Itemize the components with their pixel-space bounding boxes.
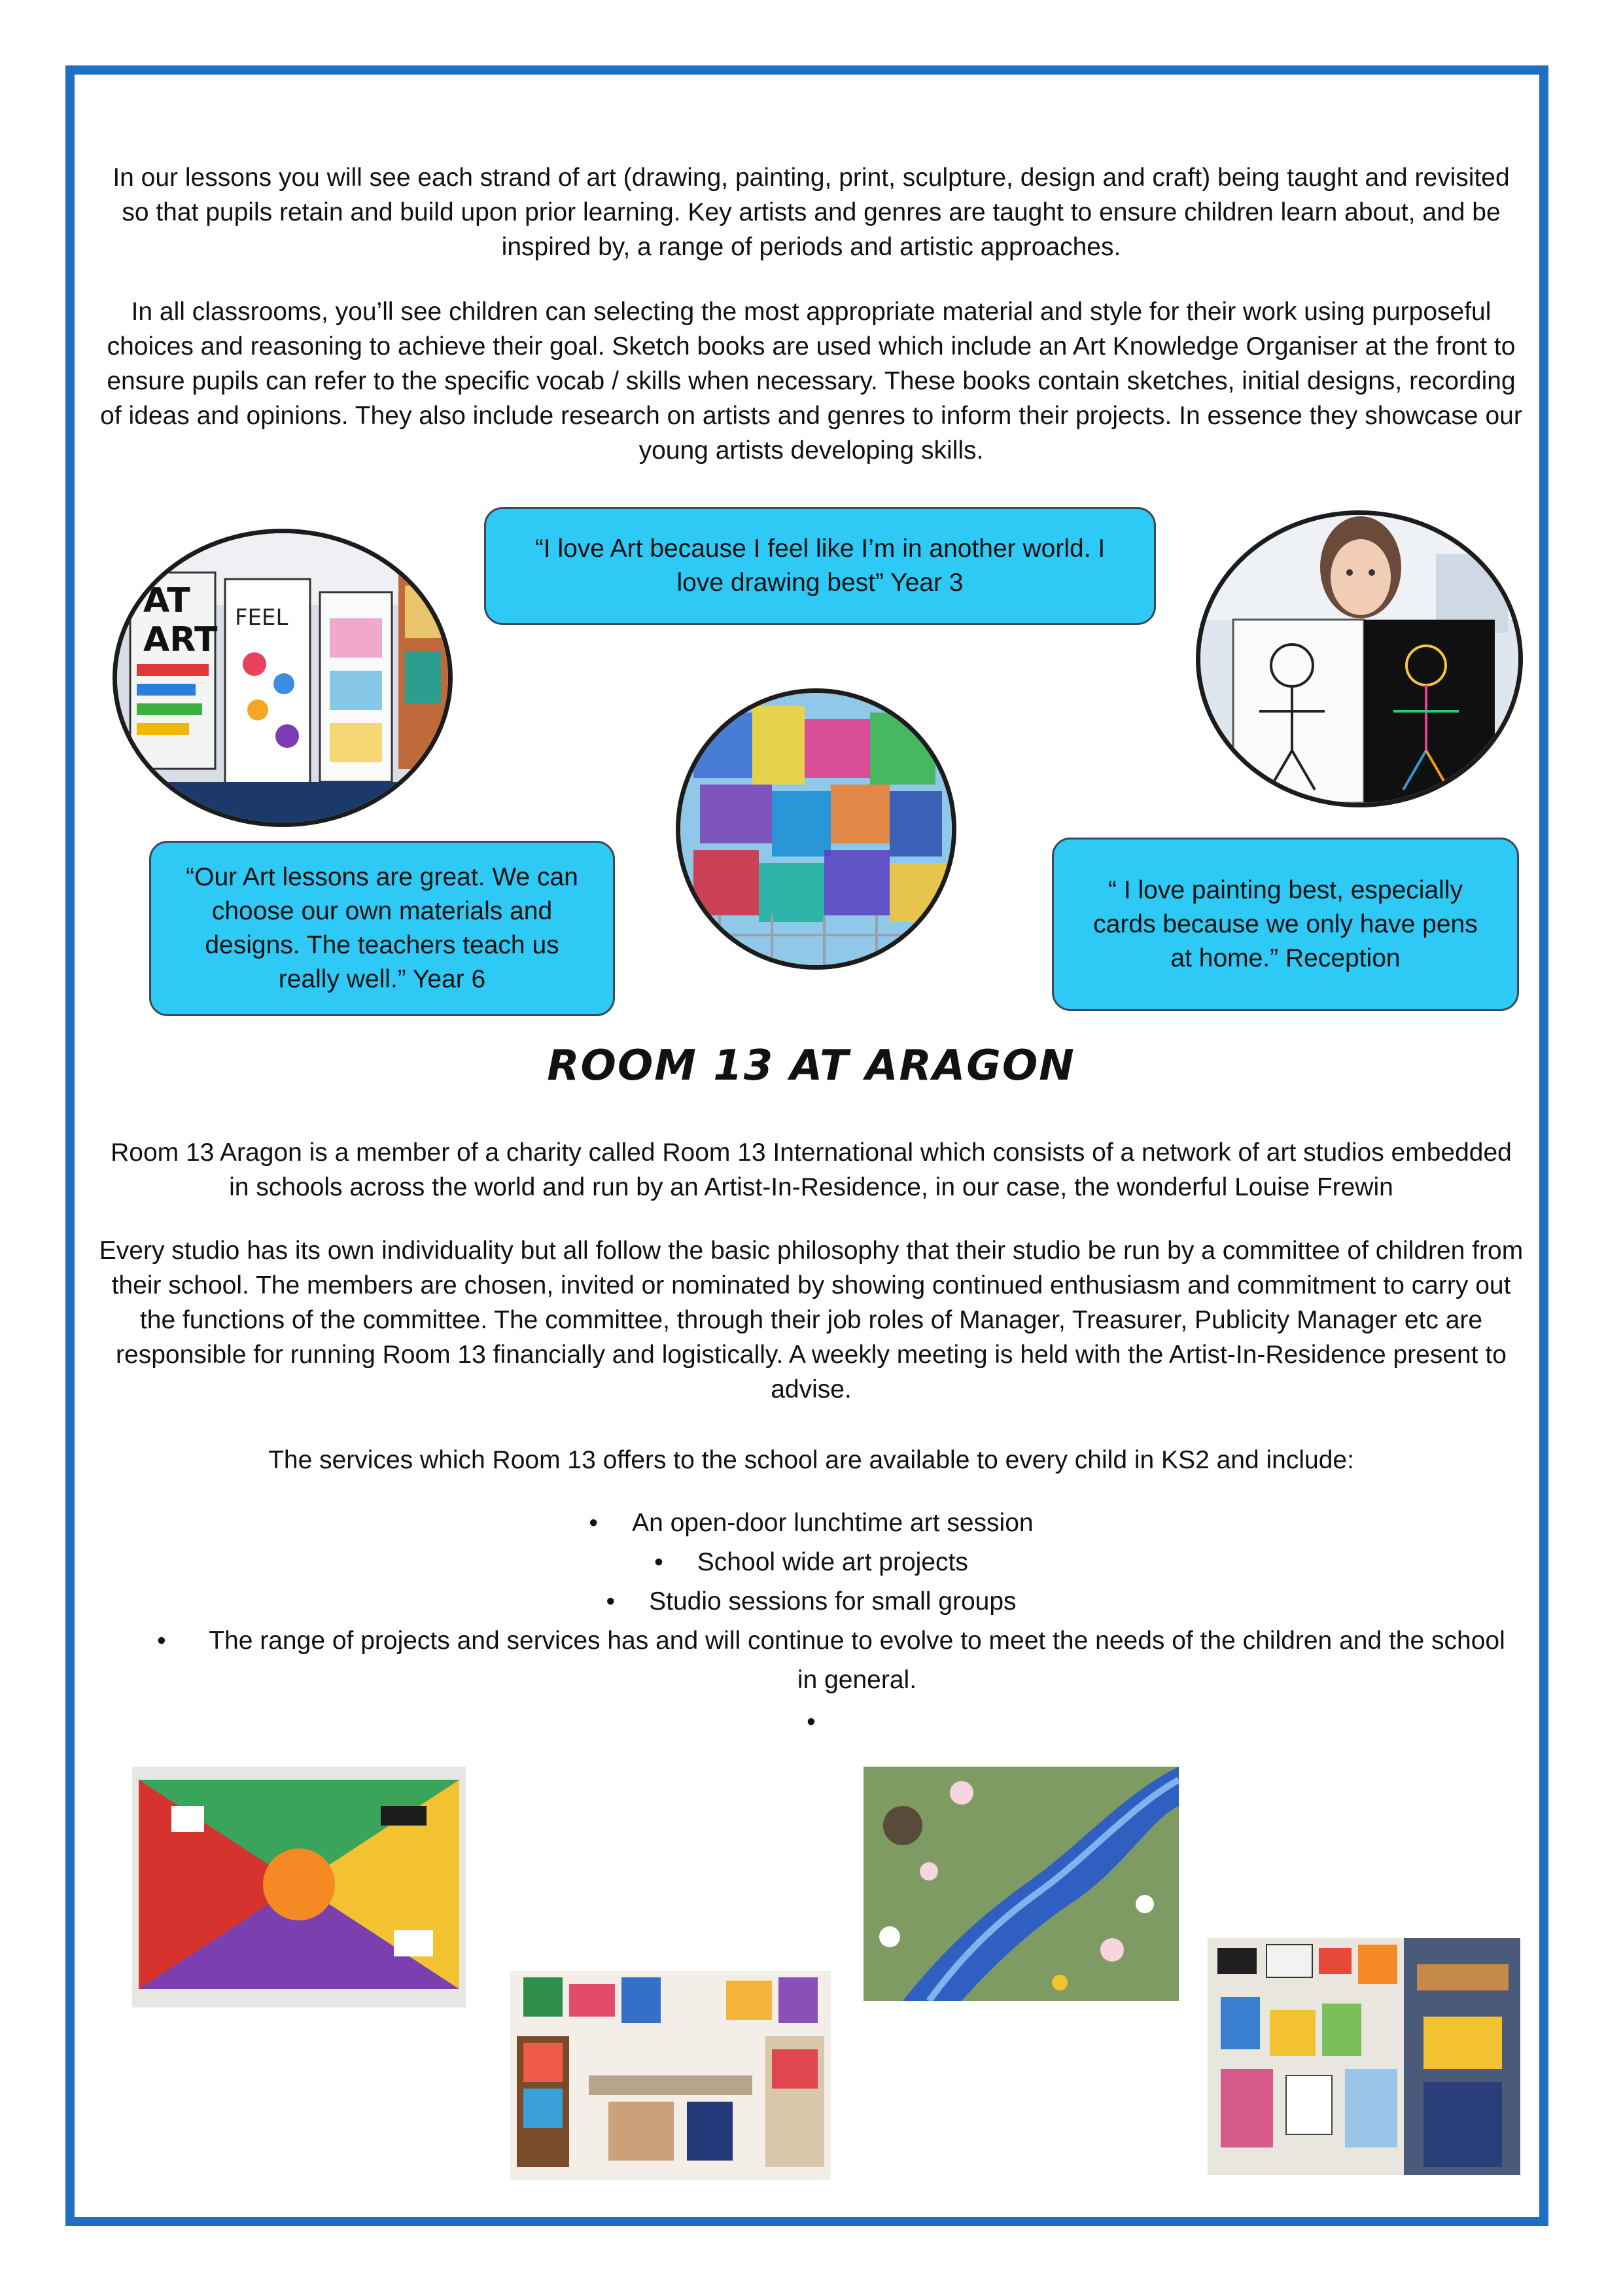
svg-text:FEEL: FEEL [235,605,288,631]
art-studio-photo [510,1945,831,2180]
list-item: The range of projects and services has and will continue to evolve to meet the needs of the children and the school in general. [209,1627,1505,1694]
svg-text:AT: AT [143,581,190,620]
quote-year-3-text: “I love Art because I feel like I’m in another world. I love drawing best” Year 3 [534,535,1106,597]
list-item: • An open-door lunchtime art session [98,1504,1524,1543]
svg-text:ART: ART [143,620,218,660]
studio-wall-display-photo [1208,1938,1520,2175]
stained-glass-art-photo [676,688,956,970]
room-13-paragraph-2: Every studio has its own individuality but all follow the basic philosophy that their studio be run by a committee of children from their school. The members are chosen, invited or nominated by showing continued enthusiasm and commitment to carry out the functions of the committee. The committee, through their job roles of Manager, Treasurer, Publicity Manager etc are responsible for running Room 13 financially and logistically. A weekly meeting is held with the Artist-In-Residence present to advise. [99,1237,1524,1404]
pupil-sketchbook-photo [1196,510,1523,807]
quote-year-3 [484,507,1156,625]
empty-bullet-icon: • [807,1708,816,1736]
services-list-item-4 [157,1621,1518,1700]
room-13-heading: ROOM 13 AT ARAGON [547,1042,1075,1090]
mosaic-river-photo [864,1767,1179,2001]
quote-year-6 [149,841,615,1016]
services-list [98,1504,1524,1621]
intro-paragraph-2: In all classrooms, you’ll see children can selecting the most appropriate material and style for their work using purposeful choices and reasoning to achieve their goal. Sketch books are used which include an Art Knowledge Organiser at the front to ensure pupils can refer to the specific vocab / skills when necessary. These books contain sketches, initial designs, recording of ideas and opinions. They also include research on artists and genres to inform their projects. In essence they showcase our young artists developing skills. [100,298,1522,465]
room-13-paragraph-3: The services which Room 13 offers to the school are available to every child in KS2 and include: [268,1446,1354,1474]
list-item: • School wide art projects [98,1543,1524,1582]
list-item: • Studio sessions for small groups [98,1582,1524,1621]
classroom-display-photo [113,529,453,827]
quote-reception [1052,838,1519,1011]
quote-reception-text: “ I love painting best, especially cards because we only have pens at home.” Reception [1093,875,1478,972]
quote-year-6-text: “Our Art lessons are great. We can choose our own materials and designs. The teachers teach us really well.” Year 6 [186,863,578,993]
colourful-mural-photo [132,1767,466,2007]
bullet-icon: • [157,1627,166,1655]
intro-paragraph-1: In our lessons you will see each strand of art (drawing, painting, print, sculpture, design and craft) being taught and revisited so that pupils retain and build upon prior learning. Key artists and genres are taught to ensure children learn about, and be inspired by, a range of periods and artistic approaches. [113,164,1510,261]
room-13-paragraph-1: Room 13 Aragon is a member of a charity called Room 13 International which consists of a network of art studios embedded in schools across the world and run by an Artist-In-Residence, in our case, the wonderful Louise Frewin [111,1139,1512,1201]
